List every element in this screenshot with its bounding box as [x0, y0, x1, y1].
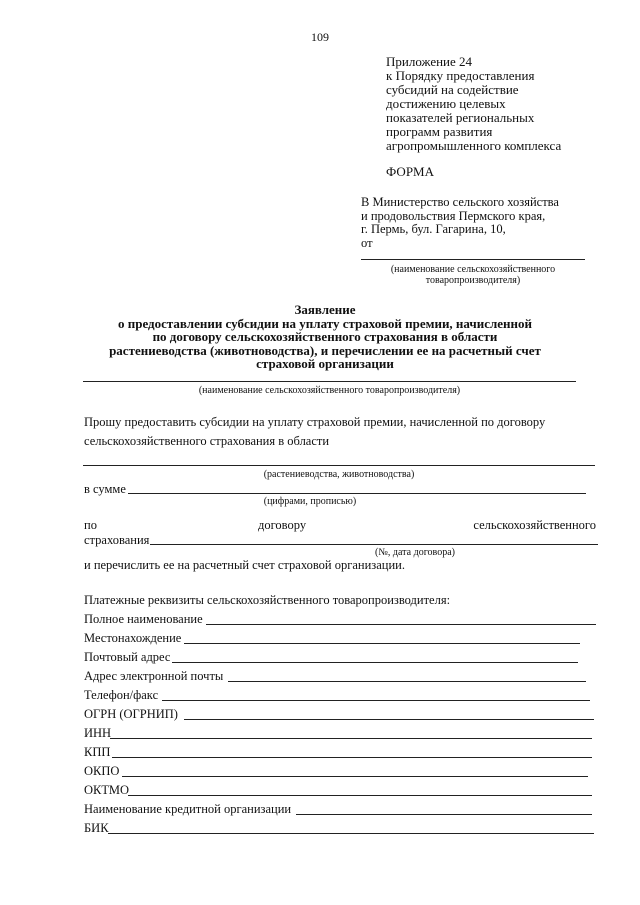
bik-input-line[interactable]	[108, 833, 594, 834]
field-label-email: Адрес электронной почты	[84, 669, 224, 683]
from-field-line[interactable]	[361, 259, 585, 260]
title-line: страховой организации	[256, 356, 394, 371]
appendix-line: к Порядку предоставления	[386, 68, 535, 83]
contract-field-line[interactable]	[150, 544, 598, 545]
document-title	[60, 303, 590, 371]
ogrn-input-line[interactable]	[184, 719, 594, 720]
full-name-input-line[interactable]	[206, 624, 596, 625]
oktmo-input-line[interactable]	[128, 795, 592, 796]
field-label-inn: ИНН	[84, 726, 112, 740]
amount-caption: (цифрами, прописью)	[263, 496, 357, 507]
addressee-line: В Министерство сельского хозяйства	[361, 195, 559, 209]
appendix-line: программ развития	[386, 124, 493, 139]
area-caption: (растениеводства, животноводства)	[263, 469, 415, 480]
request-line-1: Прошу предоставить субсидии на уплату страховой премии, начисленной по договору	[84, 415, 546, 429]
appendix-line: агропромышленного комплекса	[386, 138, 562, 153]
applicant-field-line[interactable]	[83, 381, 576, 382]
title-line: по договору сельскохозяйственного страхования в области	[152, 329, 498, 344]
field-label-location: Местонахождение	[84, 631, 182, 645]
by-word: по	[84, 518, 97, 532]
field-label-ogrn: ОГРН (ОГРНИП)	[84, 707, 178, 721]
appendix-line: Приложение 24	[386, 54, 473, 69]
from-caption-1: (наименование сельскохозяйственного	[390, 264, 556, 275]
appendix-line: субсидий на содействие	[386, 82, 519, 97]
field-label-phone-fax: Телефон/факс	[84, 688, 159, 702]
inn-input-line[interactable]	[110, 738, 592, 739]
contract-caption: (№, дата договора)	[375, 547, 455, 558]
location-input-line[interactable]	[184, 643, 580, 644]
appendix-line: показателей региональных	[386, 110, 535, 125]
field-label-postal-address: Почтовый адрес	[84, 650, 171, 664]
applicant-caption: (наименование сельскохозяйственного товаропроизводителя)	[198, 385, 461, 396]
okpo-input-line[interactable]	[122, 776, 588, 777]
title-line: о предоставлении субсидии на уплату страховой премии, начисленной	[117, 315, 533, 331]
agri-word: сельскохозяйственного	[473, 518, 596, 532]
addressee-block	[361, 196, 631, 250]
request-line-2: сельскохозяйственного страхования в области	[84, 434, 330, 448]
insurance-label: страхования	[84, 533, 150, 547]
contract-word: договору	[258, 518, 307, 532]
requisites-heading: Платежные реквизиты сельскохозяйственного товаропроизводителя:	[84, 593, 451, 607]
appendix-block	[386, 55, 636, 153]
field-label-bank-name: Наименование кредитной организации	[84, 802, 292, 816]
title-line: Заявление	[294, 302, 356, 317]
field-label-okpo: ОКПО	[84, 764, 120, 778]
area-field-line[interactable]	[83, 465, 595, 466]
addressee-line: и продовольствия Пермского края,	[361, 208, 546, 223]
phone-fax-input-line[interactable]	[162, 700, 590, 701]
appendix-line: достижению целевых	[386, 96, 506, 111]
kpp-input-line[interactable]	[112, 757, 592, 758]
field-label-bik: БИК	[84, 821, 109, 835]
page-number: 109	[311, 30, 329, 44]
amount-field-line[interactable]	[128, 493, 586, 494]
amount-label: в сумме	[84, 482, 126, 496]
field-label-oktmo: ОКТМО	[84, 783, 129, 797]
field-label-full-name: Полное наименование	[84, 612, 203, 626]
title-line: растениеводства (животноводства), и перечислении ее на расчетный счет	[109, 342, 541, 358]
from-caption-2: товаропроизводителя)	[425, 275, 521, 286]
addressee-line: г. Пермь, бул. Гагарина, 10,	[361, 222, 506, 236]
transfer-text: и перечислить ее на расчетный счет страховой организации.	[84, 558, 405, 572]
email-input-line[interactable]	[228, 681, 586, 682]
from-label: от	[361, 235, 373, 250]
postal-address-input-line[interactable]	[172, 662, 578, 663]
field-label-kpp: КПП	[84, 745, 111, 759]
form-label: ФОРМА	[386, 164, 434, 179]
bank-name-input-line[interactable]	[296, 814, 592, 815]
